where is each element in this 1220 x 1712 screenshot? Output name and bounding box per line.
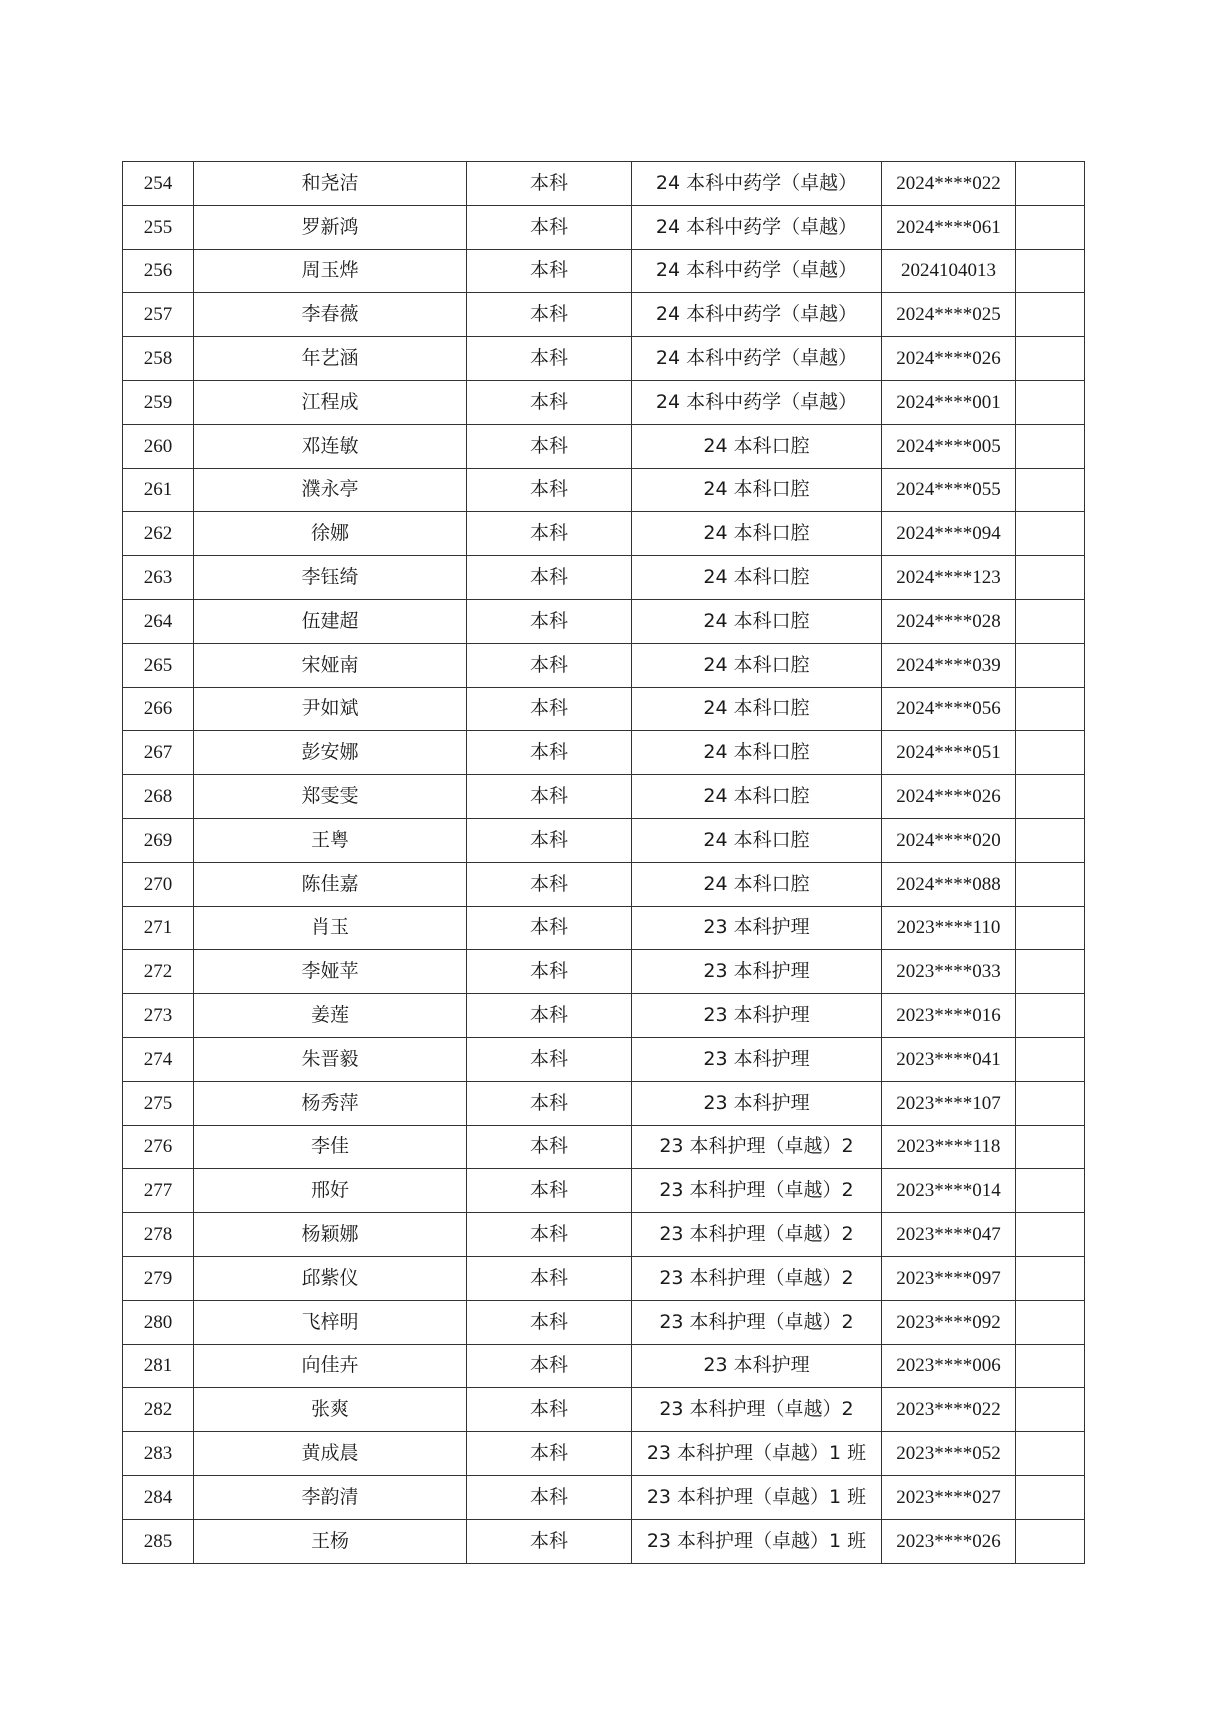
student-id-cell: 2024****028	[882, 599, 1016, 643]
class-name-cell: 24 本科中药学（卓越）	[632, 293, 882, 337]
student-id-cell: 2023****027	[882, 1475, 1016, 1519]
education-level-cell: 本科	[467, 162, 632, 206]
student-id-cell: 2023****052	[882, 1432, 1016, 1476]
class-name-cell: 24 本科口腔	[632, 512, 882, 556]
row-number-cell: 277	[123, 1169, 194, 1213]
row-number-cell: 263	[123, 556, 194, 600]
student-name-cell: 黄成晨	[194, 1432, 467, 1476]
student-id-cell: 2024****088	[882, 862, 1016, 906]
remarks-cell	[1016, 643, 1085, 687]
education-level-cell: 本科	[467, 1300, 632, 1344]
table-row	[123, 1256, 1085, 1300]
class-name-cell: 23 本科护理（卓越）1 班	[632, 1519, 882, 1563]
row-number-cell: 270	[123, 862, 194, 906]
row-number-cell: 269	[123, 818, 194, 862]
education-level-cell: 本科	[467, 1432, 632, 1476]
table-row	[123, 994, 1085, 1038]
remarks-cell	[1016, 337, 1085, 381]
row-number-cell: 254	[123, 162, 194, 206]
table-row	[123, 1037, 1085, 1081]
table-row	[123, 1519, 1085, 1563]
remarks-cell	[1016, 1081, 1085, 1125]
education-level-cell: 本科	[467, 337, 632, 381]
student-name-cell: 和尧洁	[194, 162, 467, 206]
education-level-cell: 本科	[467, 643, 632, 687]
table-row	[123, 337, 1085, 381]
class-name-cell: 23 本科护理（卓越）2	[632, 1213, 882, 1257]
row-number-cell: 284	[123, 1475, 194, 1519]
row-number-cell: 259	[123, 380, 194, 424]
student-name-cell: 邓连敏	[194, 424, 467, 468]
remarks-cell	[1016, 1519, 1085, 1563]
class-name-cell: 24 本科中药学（卓越）	[632, 249, 882, 293]
table-row	[123, 1475, 1085, 1519]
student-id-cell: 2023****022	[882, 1388, 1016, 1432]
table-row	[123, 424, 1085, 468]
table-row	[123, 687, 1085, 731]
row-number-cell: 285	[123, 1519, 194, 1563]
class-name-cell: 23 本科护理（卓越）2	[632, 1256, 882, 1300]
class-name-cell: 23 本科护理（卓越）1 班	[632, 1432, 882, 1476]
student-id-cell: 2023****026	[882, 1519, 1016, 1563]
education-level-cell: 本科	[467, 731, 632, 775]
education-level-cell: 本科	[467, 687, 632, 731]
student-id-cell: 2023****118	[882, 1125, 1016, 1169]
table-row	[123, 205, 1085, 249]
student-name-cell: 飞梓明	[194, 1300, 467, 1344]
remarks-cell	[1016, 775, 1085, 819]
remarks-cell	[1016, 1256, 1085, 1300]
student-name-cell: 王粤	[194, 818, 467, 862]
student-id-cell: 2023****016	[882, 994, 1016, 1038]
remarks-cell	[1016, 512, 1085, 556]
education-level-cell: 本科	[467, 862, 632, 906]
education-level-cell: 本科	[467, 1256, 632, 1300]
student-id-cell: 2024****005	[882, 424, 1016, 468]
table-row	[123, 293, 1085, 337]
class-name-cell: 23 本科护理	[632, 994, 882, 1038]
student-name-cell: 年艺涵	[194, 337, 467, 381]
student-id-cell: 2023****033	[882, 950, 1016, 994]
education-level-cell: 本科	[467, 1388, 632, 1432]
student-id-cell: 2024****026	[882, 337, 1016, 381]
student-name-cell: 濮永亭	[194, 468, 467, 512]
table-row	[123, 468, 1085, 512]
student-id-cell: 2023****110	[882, 906, 1016, 950]
remarks-cell	[1016, 249, 1085, 293]
class-name-cell: 24 本科口腔	[632, 687, 882, 731]
remarks-cell	[1016, 1037, 1085, 1081]
student-name-cell: 周玉烨	[194, 249, 467, 293]
education-level-cell: 本科	[467, 512, 632, 556]
student-name-cell: 江程成	[194, 380, 467, 424]
remarks-cell	[1016, 468, 1085, 512]
remarks-cell	[1016, 162, 1085, 206]
student-id-cell: 2024****123	[882, 556, 1016, 600]
table-row	[123, 556, 1085, 600]
remarks-cell	[1016, 731, 1085, 775]
education-level-cell: 本科	[467, 1125, 632, 1169]
table-row	[123, 1169, 1085, 1213]
education-level-cell: 本科	[467, 468, 632, 512]
row-number-cell: 264	[123, 599, 194, 643]
row-number-cell: 281	[123, 1344, 194, 1388]
education-level-cell: 本科	[467, 1081, 632, 1125]
row-number-cell: 276	[123, 1125, 194, 1169]
row-number-cell: 265	[123, 643, 194, 687]
row-number-cell: 262	[123, 512, 194, 556]
table-row	[123, 162, 1085, 206]
table-row	[123, 643, 1085, 687]
table-row	[123, 512, 1085, 556]
remarks-cell	[1016, 1388, 1085, 1432]
student-id-cell: 2024****025	[882, 293, 1016, 337]
row-number-cell: 282	[123, 1388, 194, 1432]
class-name-cell: 23 本科护理	[632, 906, 882, 950]
row-number-cell: 258	[123, 337, 194, 381]
education-level-cell: 本科	[467, 1169, 632, 1213]
student-name-cell: 彭安娜	[194, 731, 467, 775]
row-number-cell: 273	[123, 994, 194, 1038]
row-number-cell: 256	[123, 249, 194, 293]
remarks-cell	[1016, 1169, 1085, 1213]
student-name-cell: 尹如斌	[194, 687, 467, 731]
remarks-cell	[1016, 1432, 1085, 1476]
remarks-cell	[1016, 994, 1085, 1038]
education-level-cell: 本科	[467, 775, 632, 819]
student-name-cell: 杨颖娜	[194, 1213, 467, 1257]
education-level-cell: 本科	[467, 293, 632, 337]
row-number-cell: 271	[123, 906, 194, 950]
roster-body	[123, 162, 1085, 1564]
education-level-cell: 本科	[467, 950, 632, 994]
student-id-cell: 2023****014	[882, 1169, 1016, 1213]
student-id-cell: 2024****026	[882, 775, 1016, 819]
table-row	[123, 862, 1085, 906]
education-level-cell: 本科	[467, 1344, 632, 1388]
student-roster-table	[122, 161, 1085, 1564]
student-name-cell: 向佳卉	[194, 1344, 467, 1388]
student-name-cell: 徐娜	[194, 512, 467, 556]
student-name-cell: 邢好	[194, 1169, 467, 1213]
class-name-cell: 23 本科护理（卓越）2	[632, 1125, 882, 1169]
row-number-cell: 268	[123, 775, 194, 819]
student-name-cell: 李春薇	[194, 293, 467, 337]
class-name-cell: 23 本科护理	[632, 950, 882, 994]
row-number-cell: 261	[123, 468, 194, 512]
student-id-cell: 2024104013	[882, 249, 1016, 293]
table-row	[123, 1388, 1085, 1432]
class-name-cell: 24 本科中药学（卓越）	[632, 337, 882, 381]
remarks-cell	[1016, 293, 1085, 337]
student-name-cell: 邱紫仪	[194, 1256, 467, 1300]
student-id-cell: 2024****001	[882, 380, 1016, 424]
student-name-cell: 伍建超	[194, 599, 467, 643]
student-id-cell: 2023****006	[882, 1344, 1016, 1388]
class-name-cell: 23 本科护理（卓越）2	[632, 1300, 882, 1344]
class-name-cell: 24 本科口腔	[632, 468, 882, 512]
class-name-cell: 23 本科护理（卓越）2	[632, 1169, 882, 1213]
student-id-cell: 2023****092	[882, 1300, 1016, 1344]
remarks-cell	[1016, 818, 1085, 862]
remarks-cell	[1016, 556, 1085, 600]
row-number-cell: 267	[123, 731, 194, 775]
table-row	[123, 818, 1085, 862]
student-name-cell: 李韵清	[194, 1475, 467, 1519]
remarks-cell	[1016, 380, 1085, 424]
education-level-cell: 本科	[467, 424, 632, 468]
remarks-cell	[1016, 906, 1085, 950]
row-number-cell: 279	[123, 1256, 194, 1300]
student-id-cell: 2024****039	[882, 643, 1016, 687]
remarks-cell	[1016, 599, 1085, 643]
row-number-cell: 272	[123, 950, 194, 994]
class-name-cell: 24 本科口腔	[632, 424, 882, 468]
table-row	[123, 1432, 1085, 1476]
remarks-cell	[1016, 205, 1085, 249]
table-row	[123, 1213, 1085, 1257]
row-number-cell: 266	[123, 687, 194, 731]
class-name-cell: 23 本科护理	[632, 1037, 882, 1081]
student-name-cell: 杨秀萍	[194, 1081, 467, 1125]
student-id-cell: 2024****022	[882, 162, 1016, 206]
student-id-cell: 2023****097	[882, 1256, 1016, 1300]
student-name-cell: 王杨	[194, 1519, 467, 1563]
row-number-cell: 260	[123, 424, 194, 468]
table-row	[123, 1300, 1085, 1344]
class-name-cell: 24 本科口腔	[632, 556, 882, 600]
remarks-cell	[1016, 1300, 1085, 1344]
row-number-cell: 283	[123, 1432, 194, 1476]
student-id-cell: 2024****055	[882, 468, 1016, 512]
row-number-cell: 274	[123, 1037, 194, 1081]
table-row	[123, 775, 1085, 819]
remarks-cell	[1016, 1125, 1085, 1169]
student-name-cell: 李钰绮	[194, 556, 467, 600]
row-number-cell: 280	[123, 1300, 194, 1344]
education-level-cell: 本科	[467, 249, 632, 293]
class-name-cell: 23 本科护理	[632, 1344, 882, 1388]
education-level-cell: 本科	[467, 1213, 632, 1257]
student-name-cell: 姜莲	[194, 994, 467, 1038]
row-number-cell: 255	[123, 205, 194, 249]
student-id-cell: 2023****041	[882, 1037, 1016, 1081]
education-level-cell: 本科	[467, 556, 632, 600]
remarks-cell	[1016, 1213, 1085, 1257]
student-name-cell: 罗新鸿	[194, 205, 467, 249]
class-name-cell: 24 本科口腔	[632, 643, 882, 687]
row-number-cell: 275	[123, 1081, 194, 1125]
table-row	[123, 380, 1085, 424]
student-name-cell: 朱晋毅	[194, 1037, 467, 1081]
table-row	[123, 599, 1085, 643]
table-row	[123, 1344, 1085, 1388]
education-level-cell: 本科	[467, 906, 632, 950]
education-level-cell: 本科	[467, 994, 632, 1038]
class-name-cell: 24 本科中药学（卓越）	[632, 380, 882, 424]
remarks-cell	[1016, 1344, 1085, 1388]
remarks-cell	[1016, 862, 1085, 906]
table-row	[123, 906, 1085, 950]
education-level-cell: 本科	[467, 599, 632, 643]
class-name-cell: 23 本科护理	[632, 1081, 882, 1125]
student-name-cell: 肖玉	[194, 906, 467, 950]
table-row	[123, 1081, 1085, 1125]
row-number-cell: 257	[123, 293, 194, 337]
remarks-cell	[1016, 1475, 1085, 1519]
student-id-cell: 2024****094	[882, 512, 1016, 556]
class-name-cell: 24 本科口腔	[632, 862, 882, 906]
education-level-cell: 本科	[467, 1037, 632, 1081]
student-id-cell: 2024****020	[882, 818, 1016, 862]
student-name-cell: 李佳	[194, 1125, 467, 1169]
class-name-cell: 23 本科护理（卓越）2	[632, 1388, 882, 1432]
education-level-cell: 本科	[467, 380, 632, 424]
student-id-cell: 2024****051	[882, 731, 1016, 775]
remarks-cell	[1016, 687, 1085, 731]
remarks-cell	[1016, 424, 1085, 468]
class-name-cell: 24 本科口腔	[632, 775, 882, 819]
student-name-cell: 宋娅南	[194, 643, 467, 687]
table-row	[123, 950, 1085, 994]
class-name-cell: 24 本科中药学（卓越）	[632, 205, 882, 249]
row-number-cell: 278	[123, 1213, 194, 1257]
student-name-cell: 陈佳嘉	[194, 862, 467, 906]
student-id-cell: 2024****061	[882, 205, 1016, 249]
student-id-cell: 2023****047	[882, 1213, 1016, 1257]
student-name-cell: 张爽	[194, 1388, 467, 1432]
remarks-cell	[1016, 950, 1085, 994]
table-row	[123, 1125, 1085, 1169]
student-id-cell: 2024****056	[882, 687, 1016, 731]
student-id-cell: 2023****107	[882, 1081, 1016, 1125]
class-name-cell: 23 本科护理（卓越）1 班	[632, 1475, 882, 1519]
class-name-cell: 24 本科口腔	[632, 599, 882, 643]
education-level-cell: 本科	[467, 205, 632, 249]
class-name-cell: 24 本科口腔	[632, 731, 882, 775]
student-name-cell: 郑雯雯	[194, 775, 467, 819]
education-level-cell: 本科	[467, 1519, 632, 1563]
table-row	[123, 249, 1085, 293]
class-name-cell: 24 本科口腔	[632, 818, 882, 862]
education-level-cell: 本科	[467, 818, 632, 862]
table-row	[123, 731, 1085, 775]
student-name-cell: 李娅苹	[194, 950, 467, 994]
education-level-cell: 本科	[467, 1475, 632, 1519]
class-name-cell: 24 本科中药学（卓越）	[632, 162, 882, 206]
